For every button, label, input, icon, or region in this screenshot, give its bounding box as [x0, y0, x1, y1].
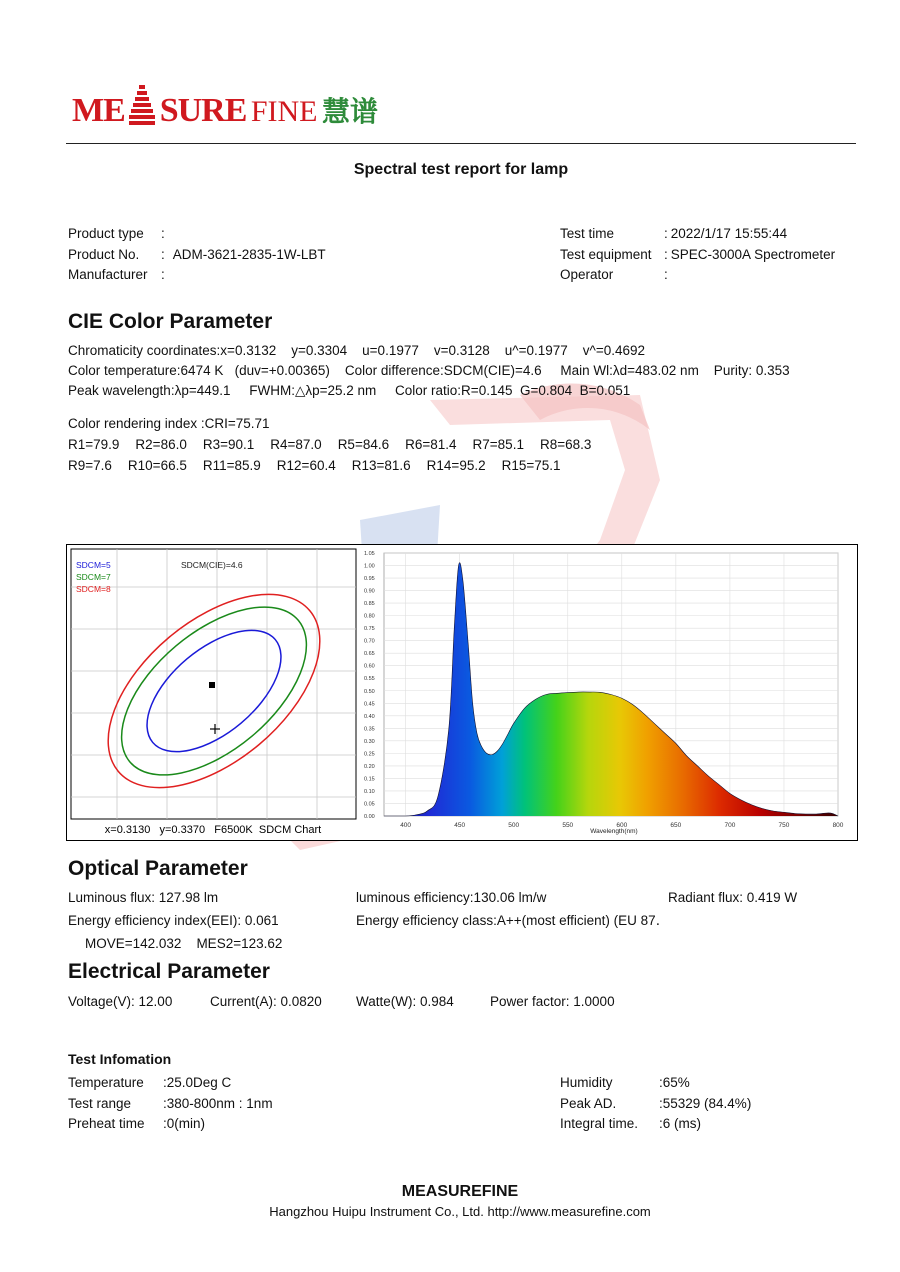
cie-cri: Color rendering index :CRI=75.71	[68, 416, 270, 431]
luminous-efficiency: luminous efficiency:130.06 lm/w	[356, 890, 547, 905]
wattage: Watte(W): 0.984	[356, 994, 454, 1009]
spectrum-chart	[362, 545, 855, 838]
luminous-flux: Luminous flux: 127.98 lm	[68, 890, 219, 905]
info-row-manufacturer: Manufacturer :	[68, 267, 165, 282]
test-info-range: Test range :380-800nm : 1nm	[68, 1095, 273, 1111]
r-value: R14=95.2	[426, 458, 486, 473]
cri-row-2	[68, 458, 561, 473]
logo-bars-icon	[129, 91, 155, 127]
cie-section-title: CIE Color Parameter	[68, 310, 273, 333]
y-tick-label: 0.25	[364, 751, 375, 758]
y-tick-label: 0.40	[364, 713, 375, 720]
r-value: R2=86.0	[135, 437, 187, 452]
y-tick-label: 0.55	[364, 676, 375, 683]
y-tick-label: 0.70	[364, 638, 375, 645]
header-left	[68, 224, 326, 286]
test-info-temperature: Temperature :25.0Deg C	[68, 1075, 232, 1090]
y-tick-label: 0.60	[364, 663, 375, 670]
company-logo	[72, 90, 378, 130]
move-mes2: MOVE=142.032 MES2=123.62	[85, 936, 283, 951]
r-value: R9=7.6	[68, 458, 112, 473]
y-tick-label: 0.05	[364, 801, 375, 808]
y-tick-label: 0.65	[364, 651, 375, 658]
sdcm-chart	[67, 545, 361, 838]
r-value: R10=66.5	[127, 458, 187, 473]
y-tick-label: 0.45	[364, 701, 375, 708]
test-info-right	[560, 1073, 751, 1135]
r-value: R12=60.4	[276, 458, 336, 473]
y-tick-label: 0.20	[364, 763, 375, 770]
info-row-product-no: Product No. : ADM-3621-2835-1W-LBT	[68, 246, 326, 262]
r-value: R5=84.6	[337, 437, 390, 452]
y-tick-label: 0.10	[364, 788, 375, 795]
y-tick-labels	[364, 551, 375, 820]
y-tick-label: 0.00	[364, 814, 375, 820]
sdcm-legend-8: SDCM=8	[76, 584, 111, 594]
footer-brand: MEASUREFINE	[401, 1183, 519, 1200]
sdcm-legend-7: SDCM=7	[76, 572, 111, 582]
r-value: R15=75.1	[501, 458, 561, 473]
sdcm-header: SDCM(CIE)=4.6	[181, 560, 243, 570]
y-tick-label: 0.50	[364, 688, 375, 695]
x-tick-label: 550	[562, 822, 574, 829]
y-tick-label: 1.00	[364, 563, 375, 570]
cie-peak-wavelength: Peak wavelength:λp=449.1 FWHM:△λp=25.2 nm Color ratio:R=0.145 G=0.804 B=0.051	[68, 383, 631, 398]
power-factor: Power factor: 1.0000	[490, 994, 615, 1009]
y-tick-label: 0.35	[364, 726, 375, 733]
logo-text-fine: FINE	[250, 95, 318, 128]
x-tick-label: 500	[508, 822, 520, 829]
x-tick-label: 600	[616, 822, 628, 829]
y-tick-label: 0.80	[364, 613, 375, 620]
sdcm-caption: x=0.3130 y=0.3370 F6500K SDCM Chart	[104, 824, 322, 836]
y-tick-label: 0.15	[364, 776, 375, 783]
optical-section-title: Optical Parameter	[68, 857, 248, 880]
electrical-section-title: Electrical Parameter	[68, 960, 270, 983]
x-tick-label: 400	[400, 822, 412, 829]
y-tick-label: 0.85	[364, 601, 375, 608]
y-tick-label: 1.05	[364, 551, 375, 557]
header-rule	[66, 143, 856, 144]
target-point-marker	[209, 682, 215, 688]
test-info-title: Test Infomation	[68, 1051, 172, 1067]
y-tick-label: 0.95	[364, 576, 375, 583]
x-tick-label: 650	[670, 822, 682, 829]
r-value: R6=81.4	[405, 437, 457, 452]
info-row-operator: Operator :	[560, 267, 668, 282]
r-value: R7=85.1	[472, 437, 524, 452]
logo-text-sure: SURE	[159, 92, 247, 129]
energy-efficiency-index: Energy efficiency index(EEI): 0.061	[68, 913, 279, 928]
x-tick-label: 700	[724, 822, 736, 829]
info-row-test-time: Test time : 2022/1/17 15:55:44	[560, 226, 788, 241]
footer-company: Hangzhou Huipu Instrument Co., Ltd. http://www.measurefine.com	[269, 1204, 651, 1219]
x-tick-label: 800	[832, 822, 844, 829]
energy-efficiency-class: Energy efficiency class:A++(most efficient) (EU 87․	[356, 913, 661, 928]
x-tick-label: 750	[778, 822, 790, 829]
r-value: R13=81.6	[351, 458, 411, 473]
current: Current(A): 0.0820	[210, 994, 322, 1009]
sdcm-legend-5: SDCM=5	[76, 560, 111, 570]
cri-row-1	[68, 437, 591, 452]
y-tick-label: 0.90	[364, 588, 375, 595]
test-info-preheat: Preheat time :0(min)	[68, 1116, 206, 1131]
test-info-left	[68, 1073, 273, 1135]
voltage: Voltage(V): 12.00	[68, 994, 173, 1009]
test-info-humidity: Humidity :65%	[560, 1075, 690, 1090]
report-title: Spectral test report for lamp	[353, 161, 569, 178]
info-row-product-type: Product type :	[68, 226, 165, 241]
x-axis-label: Wavelength(nm)	[590, 828, 638, 835]
y-tick-label: 0.30	[364, 738, 375, 745]
r-value: R4=87.0	[270, 437, 322, 452]
x-tick-label: 450	[454, 822, 466, 829]
logo-text-cn: 慧谱	[321, 95, 378, 128]
header-right	[560, 224, 835, 286]
cie-chromaticity: Chromaticity coordinates:x=0.3132 y=0.3304 u=0.1977 v=0.3128 u^=0.1977 v^=0.4692	[68, 343, 646, 358]
cie-color-temperature: Color temperature:6474 K (duv=+0.00365) Color difference:SDCM(CIE)=4.6 Main Wl:λd=483.02 nm Purity: 0.353	[68, 363, 790, 378]
test-info-integral-time: Integral time. :6 (ms)	[560, 1116, 701, 1131]
r-value: R11=85.9	[202, 458, 261, 473]
y-tick-label: 0.75	[364, 626, 375, 633]
info-row-test-equipment: Test equipment : SPEC-3000A Spectrometer	[560, 246, 836, 262]
test-info-peak-ad: Peak AD. :55329 (84.4%)	[560, 1095, 752, 1111]
radiant-flux: Radiant flux: 0.419 W	[668, 890, 798, 905]
r-value: R3=90.1	[202, 437, 255, 452]
r-value: R1=79.9	[68, 437, 120, 452]
r-value: R8=68.3	[539, 437, 592, 452]
logo-text-me: ME	[72, 92, 125, 129]
